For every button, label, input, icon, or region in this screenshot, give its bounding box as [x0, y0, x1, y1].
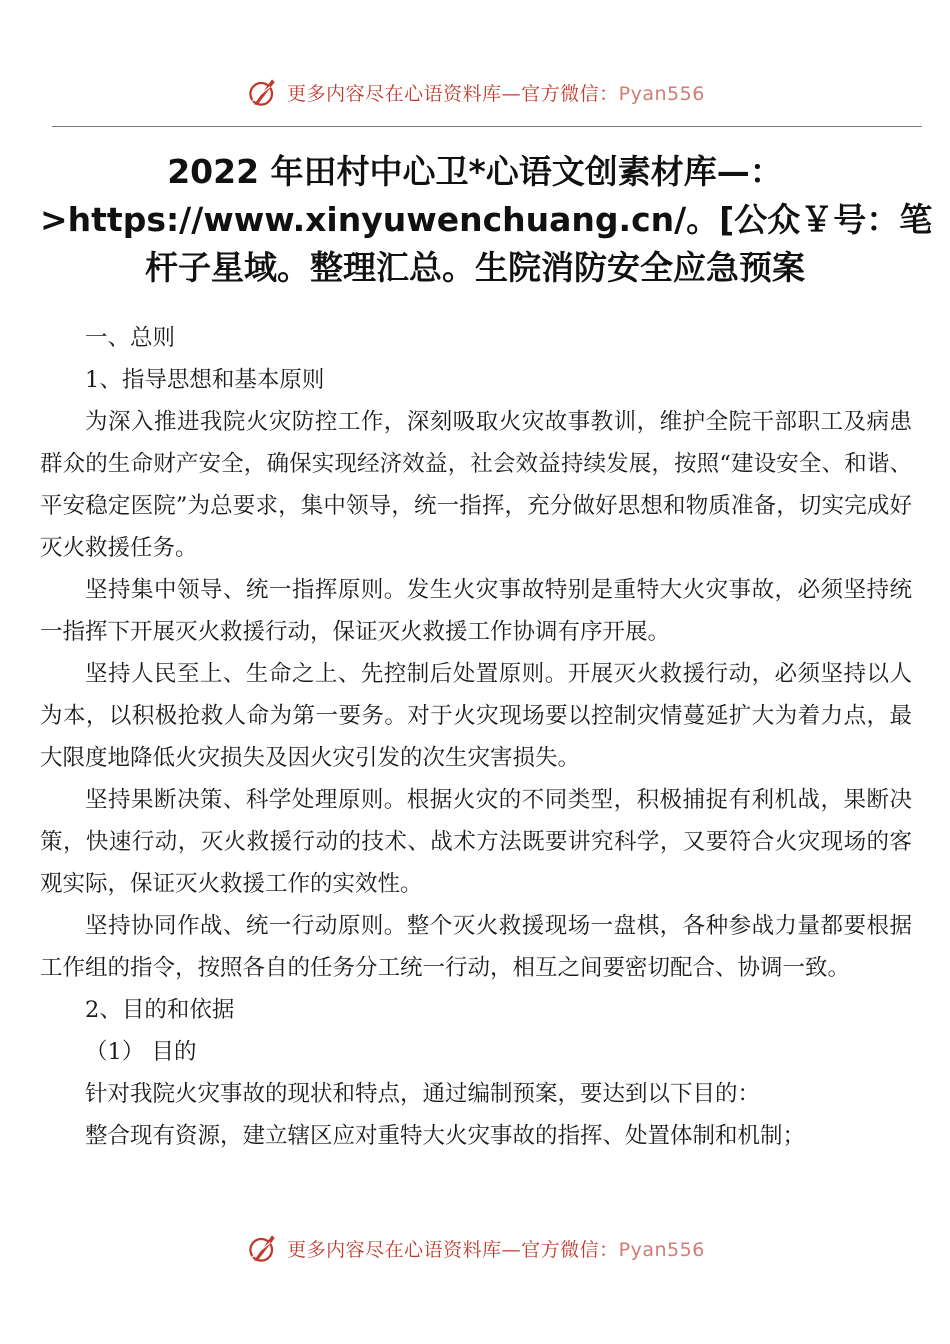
quill-logo-icon: [245, 74, 281, 110]
paragraph: 坚持协同作战、统一行动原则。整个灭火救援现场一盘棋，各种参战力量都要根据工作组的指令，按照各自的任务分工统一行动，相互之间要密切配合、协调一致。: [40, 913, 912, 981]
paragraph: 整合现有资源，建立辖区应对重特大火灾事故的指挥、处置体制和机制；: [85, 1123, 806, 1149]
paragraph: 坚持集中领导、统一指挥原则。发生火灾事故特别是重特大火灾事故，必须坚持统一指挥下开展灭火救援行动，保证灭火救援工作协调有序开展。: [40, 577, 912, 645]
title-line-2: >https://www.xinyuwenchuang.cn/。[公众￥号：笔: [40, 200, 933, 239]
document-body: [40, 317, 912, 1157]
quill-logo-icon: [245, 1230, 281, 1266]
footer-banner: [0, 1228, 950, 1268]
wechat-id: Pyan556: [618, 82, 705, 105]
banner-text: 更多内容尽在心语资料库—官方微信：Pyan556: [287, 82, 705, 105]
header-divider: [52, 126, 922, 127]
paragraph: 为深入推进我院火灾防控工作，深刻吸取火灾故事教训，维护全院干部职工及病患群众的生命财产安全，确保实现经济效益，社会效益持续发展，按照“建设安全、和谐、平安稳定医院”为总要求，集中领导，统一指挥，充分做好思想和物质准备，切实完成好灭火救援任务。: [40, 409, 912, 561]
header-banner: [0, 72, 950, 112]
subsection-heading: 2、目的和依据: [85, 997, 235, 1023]
paragraph: 针对我院火灾事故的现状和特点，通过编制预案，要达到以下目的：: [85, 1081, 761, 1107]
subsection-heading: 1、指导思想和基本原则: [85, 367, 325, 393]
section-heading: 一、总则: [85, 325, 176, 351]
paragraph: 坚持果断决策、科学处理原则。根据火灾的不同类型，积极捕捉有利机战，果断决策，快速行动，灭火救援行动的技术、战术方法既要讲究科学，又要符合火灾现场的客观实际，保证灭火救援工作的实效性。: [40, 787, 912, 897]
document-title: [40, 148, 933, 292]
wechat-id: Pyan556: [618, 1238, 705, 1261]
subsection-heading: （1） 目的: [85, 1039, 197, 1065]
title-line-3: 杆子星域。整理汇总。生院消防安全应急预案: [145, 248, 805, 287]
paragraph: 坚持人民至上、生命之上、先控制后处置原则。开展灭火救援行动，必须坚持以人为本，以积极抢救人命为第一要务。对于火灾现场要以控制灾情蔓延扩大为着力点，最大限度地降低火灾损失及因火灾引发的次生灾害损失。: [40, 661, 912, 771]
banner-text: 更多内容尽在心语资料库—官方微信：Pyan556: [287, 1238, 705, 1261]
title-line-1: 2022 年田村中心卫*心语文创素材库—：: [167, 152, 783, 191]
